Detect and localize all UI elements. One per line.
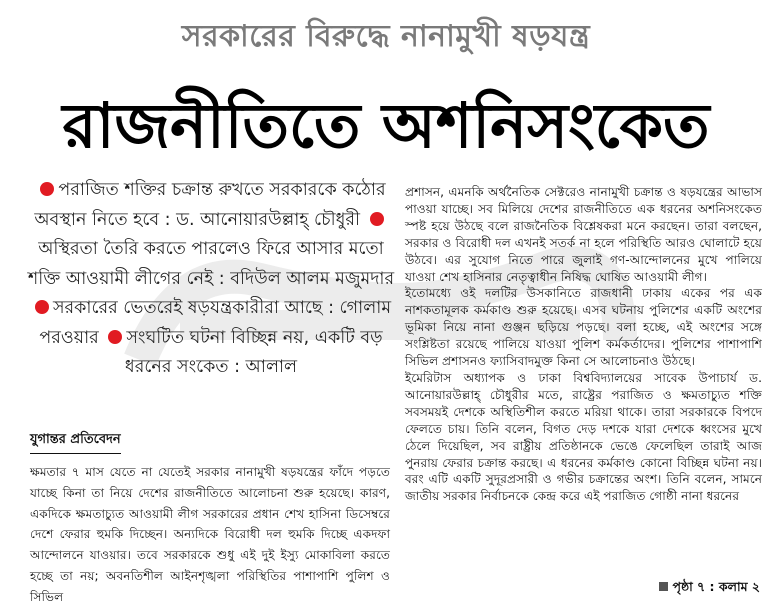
article-body-left: ক্ষমতার ৭ মাস যেতে না যেতেই সরকার নানামুখী ষড়যন্ত্রের ফাঁদে পড়তে যাচ্ছে কিনা তা নিয়ে দেশের রাজনীতিতে আলোচনা শুরু হয়েছে। কারণ, একদিকে ক্ষমতাচ্যুত আওয়ামী লীগ সরকারের প্রধান শেখ হাসিনা ডিসেম্বরে দেশে ফেরার হুমকি দিচ্ছেন। অন্যদিকে বিরোধী দল হুমকি দিচ্ছে একদফা আন্দোলনে যাওয়ার। তবে সরকারকে শুধু এই দুই ইস্যু মোকাবিলা করতে হচ্ছে তা নয়; অবনতিশীল আইনশৃঙ্খলা পরিস্থিতির পাশাপাশি পুলিশ ও সিভিল	[30, 465, 390, 604]
kicker-headline: সরকারের বিরুদ্ধে নানামুখী ষড়যন্ত্র	[181, 19, 591, 54]
summary-item: পরাজিত শক্তির চক্রান্ত রুখতে সরকারকে কঠোর অবস্থান নিতে হবে : ড. আনোয়ারউল্লাহ্ চৌধুরী	[34, 180, 386, 230]
summary-item: সংঘটিত ঘটনা বিচ্ছিন্ন নয়, একটি বড় ধরনের সংকেত : আলাল	[124, 327, 383, 377]
bullet-icon	[108, 330, 122, 344]
jump-label: পৃষ্ঠা ৭ : কলাম ২	[672, 579, 760, 594]
bullet-icon	[370, 212, 384, 226]
bullet-icon	[40, 182, 54, 196]
summary-box	[26, 176, 396, 412]
continued-on-page	[655, 579, 760, 599]
byline: যুগান্তর প্রতিবেদন	[30, 430, 121, 454]
article-body-right	[405, 184, 762, 505]
summary-item: সরকারের ভেতরেই ষড়যন্ত্রকারীরা আছে : গোলাম পরওয়ার	[39, 298, 392, 348]
article-paragraph: ইমেরিটাস অধ্যাপক ও ঢাকা বিশ্ববিদ্যালয়ের সাবেক উপাচার্য ড. আনোয়ারউল্লাহ্ চৌধুরীর মতে, রাষ্ট্রের পরাজিত ও ক্ষমতাচ্যুত শক্তি সবসময়ই দেশকে অস্থিতিশীল করতে মরিয়া থাকে। তারা সরকারকে বিপদে ফেলতে চায়। তিনি বলেন, বিগত দেড় দশকে যারা দেশকে ধ্বংসের মুখে ঠেলে দিয়েছিল, সব রাষ্ট্রীয় প্রতিষ্ঠানকে ভেঙে ফেলেছিল তারাই আজ পুনরায় ফেরার চক্রান্ত করছে। এ ধরনের কর্মকাণ্ড কোনো বিচ্ছিন্ন ঘটনা নয়। বরং এটি একটি সুদূরপ্রসারী ও গভীর চক্রান্তের অংশ। তিনি বলেন, সামনে জাতীয় সরকার নির্বাচনকে কেন্দ্র করে এই পরাজিত গোষ্ঠী নানা ধরনের	[405, 370, 762, 504]
bullet-icon	[35, 300, 49, 314]
square-icon	[659, 582, 668, 591]
summary-item: অস্থিরতা তৈরি করতে পারলেও ফিরে আসার মতো শক্তি আওয়ামী লীগের নেই : বদিউল আলম মজুমদার	[27, 239, 395, 289]
main-headline: রাজনীতিতে অশনিসংকেত	[62, 89, 710, 162]
article-paragraph: ইতোমধ্যে ওই দলটির উসকানিতে রাজধানী ঢাকায় একের পর এক নাশকতামূলক কর্মকাণ্ড শুরু হয়েছে। এসব ঘটনায় পুলিশের একটি অংশের ভূমিকা নিয়ে নানা গুঞ্জন ছড়িয়ে পড়ছে। বলা হচ্ছে, এই অংশের সঙ্গে সংশ্লিষ্টতা রয়েছে পালিয়ে যাওয়া পুলিশ কর্মকর্তাদের। পুলিশের পাশাপাশি সিভিল প্রশাসনও ফ্যাসিবাদমুক্ত কিনা সে আলোচনাও উঠছে।	[405, 286, 762, 369]
article-paragraph: প্রশাসন, এমনকি অর্থনৈতিক সেক্টরেও নানামুখী চক্রান্ত ও ষড়যন্ত্রের আভাস পাওয়া যাচ্ছে। সব মিলিয়ে দেশের রাজনীতিতে এক ধরনের অশনিসংকেত স্পষ্ট হয়ে উঠছে বলে রাজনৈতিক বিশ্লেষকরা মনে করছেন। তারা বলছেন, সরকার ও বিরোধী দল এখনই সতর্ক না হলে পরিস্থিতি আরও ঘোলাটে হয়ে উঠবে। এর সুযোগ নিতে পারে জুলাই গণ-আন্দোলনের মুখে পালিয়ে যাওয়া শেখ হাসিনার নেতৃত্বাধীন নিষিদ্ধ ঘোষিত আওয়ামী লীগ।	[405, 185, 762, 284]
